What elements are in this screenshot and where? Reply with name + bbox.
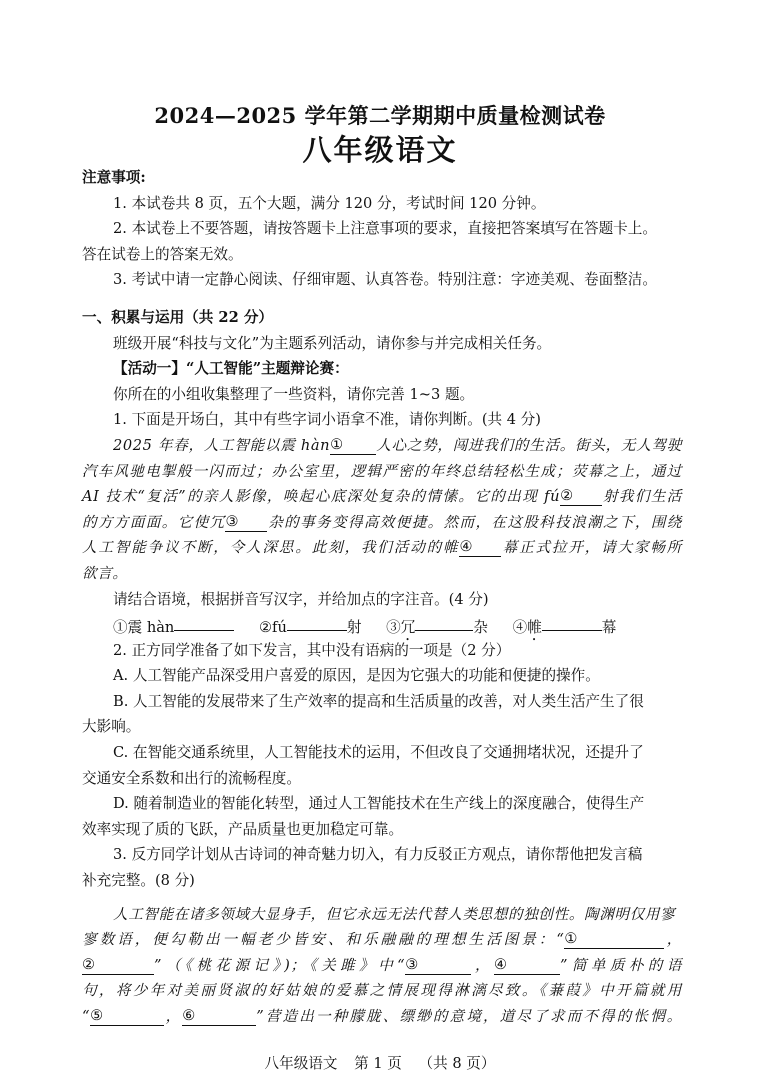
answer-blank[interactable]: [415, 612, 473, 631]
answer-label: ①震 hàn: [113, 619, 175, 637]
option-c: C. 在智能交通系统里，人工智能技术的运用，不但改良了交通拥堵状况，还提升了: [113, 744, 644, 762]
activity-intro: 你所在的小组收集整理了一些资料，请你完善 1~3 题。: [113, 385, 475, 403]
answer-blank: ③: [225, 513, 267, 532]
passage-line: 人工智能争议不断，令人深思。此刻，我们活动的帷④ 幕正式拉开，请大家畅所: [82, 538, 682, 557]
option-b-cont: 大影响。: [82, 718, 141, 736]
passage-line: AI 技术“复活”的亲人影像，唤起心底深处复杂的情愫。它的出现 fú② 射我们生活: [82, 487, 682, 506]
answer-blank: ④: [459, 538, 501, 557]
section-heading: 一、积累与运用（共 22 分）: [82, 308, 274, 326]
question-3-stem: 3. 反方同学计划从古诗词的神奇魅力切入，有力反驳正方观点，请你帮他把发言稿: [113, 846, 643, 864]
answer-blank[interactable]: ③: [405, 956, 471, 975]
answer-blank[interactable]: [542, 612, 602, 631]
option-d: D. 随着制造业的智能化转型，通过人工智能技术在生产线上的深度融合，使得生产: [113, 795, 645, 813]
option-c-cont: 交通安全系数和出行的流畅程度。: [82, 769, 301, 787]
answer-blank: ①: [330, 436, 376, 455]
section-intro: 班级开展“科技与文化”为主题系列活动，请你参与并完成相关任务。: [113, 334, 552, 352]
option-a: A. 人工智能产品深受用户喜爱的原因，是因为它强大的功能和便捷的操作。: [113, 667, 600, 685]
passage-line: 欲言。: [82, 564, 128, 582]
speech-line: “⑤ ，⑥ ”营造出一种朦胧、缥缈的意境，道尽了求而不得的怅惘。: [82, 1007, 682, 1025]
footer-page: 第 1 页: [354, 1055, 402, 1072]
question-1-instruction: 请结合语境，根据拼音写汉字，并给加点的字注音。(4 分): [113, 590, 489, 608]
exam-title: 2024—2025 学年第二学期期中质量检测试卷: [154, 103, 606, 128]
answer-blank: ②: [560, 487, 602, 506]
answer-row: ①震 hàn ②fú 射 ③冗 杂 ④帷 幕: [82, 612, 682, 638]
passage-line: 2025 年春，人工智能以震 hàn① 人心之势，闯进我们的生活。街头，无人驾驶: [113, 435, 682, 454]
question-1-stem: 1. 下面是开场白，其中有些字词小语拿不准，请你判断。(共 4 分): [113, 411, 541, 429]
answer-blank[interactable]: ④: [494, 956, 560, 975]
footer-total: （共 8 页）: [418, 1055, 496, 1072]
speech-line: 人工智能在诸多领域大显身手，但它永远无法代替人类思想的独创性。陶渊明仅用寥: [113, 905, 676, 923]
answer-blank[interactable]: [174, 612, 234, 631]
notice-item: 1. 本试卷共 8 页，五个大题，满分 120 分，考试时间 120 分钟。: [113, 194, 546, 212]
footer-course: 八年级语文: [264, 1055, 338, 1072]
answer-blank[interactable]: ⑥: [182, 1007, 256, 1026]
passage-line: 汽车风驰电掣般一闪而过；办公室里，逻辑严密的年终总结轻松生成；荧幕之上，通过: [82, 462, 682, 480]
answer-blank[interactable]: [287, 612, 347, 631]
exam-subtitle: 八年级语文: [302, 133, 458, 167]
notice-item: 2. 本试卷上不要答题，请按答题卡上注意事项的要求，直接把答案填写在答题卡上。: [113, 220, 657, 238]
answer-label: ②fú: [258, 619, 287, 637]
page-footer: [0, 1052, 760, 1073]
speech-line: ② ”（《桃花源记》)；《关雎》中“③ ，④ ”简单质朴的语: [82, 955, 682, 974]
passage-line: 的方方面面。它使冗③ 杂的事务变得高效便捷。然而，在这股科技浪潮之下，围绕: [82, 512, 682, 531]
answer-blank[interactable]: ②: [82, 956, 154, 975]
option-d-cont: 效率实现了质的飞跃，产品质量也更加稳定可靠。: [82, 820, 404, 838]
answer-blank[interactable]: ⑤: [90, 1007, 164, 1026]
speech-line: 寥数语，便勾勒出一幅老少皆安、和乐融融的理想生活图景：“① ，: [82, 930, 682, 949]
answer-label: ④帷: [512, 619, 542, 637]
activity-title: 【活动一】“人工智能”主题辩论赛：: [113, 360, 349, 378]
speech-line: 句，将少年对美丽贤淑的好姑娘的爱慕之情展现得淋漓尽致。《蒹葭》中开篇就用: [82, 982, 682, 1000]
notice-item: 3. 考试中请一定静心阅读、仔细审题、认真答卷。特别注意：字迹美观、卷面整洁。: [113, 271, 657, 289]
exam-body: [82, 165, 682, 1030]
notice-item: 答在试卷上的答案无效。: [82, 245, 243, 263]
option-b: B. 人工智能的发展带来了生产效率的提高和生活质量的改善，对人类生活产生了很: [113, 692, 644, 710]
notice-heading: 注意事项:: [82, 169, 146, 186]
question-2-stem: 2. 正方同学准备了如下发言，其中没有语病的一项是（2 分）: [113, 641, 511, 659]
answer-blank[interactable]: ①: [564, 930, 664, 949]
answer-label: ③冗: [386, 619, 416, 637]
question-3-stem-cont: 补充完整。(8 分): [82, 872, 195, 890]
